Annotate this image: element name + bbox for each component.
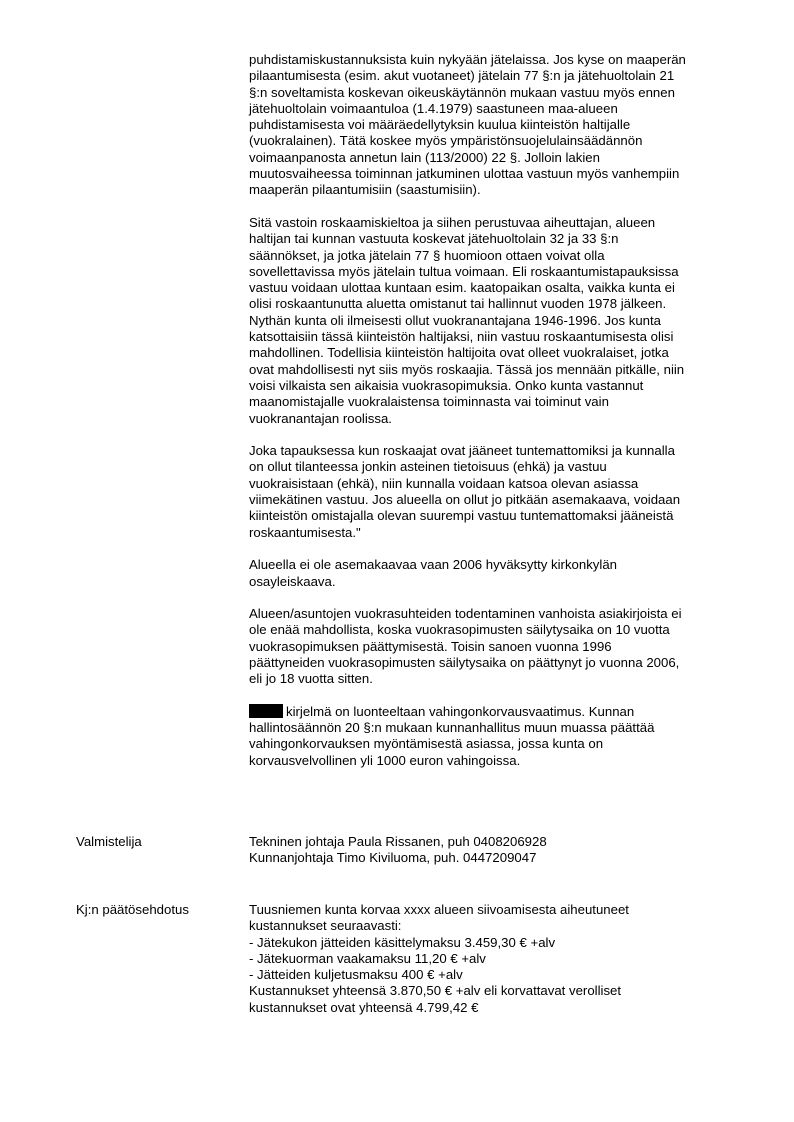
paragraph-littering-ban: Sitä vastoin roskaamiskieltoa ja siihen perustuvaa aiheuttajan, alueen haltijan tai kunnan vastuuta koskevat jätehuoltolain 32 ja 33 §:n säännökset, ja jotka jätelain 77 § huomioon ottaen voivat olla sovellettavissa myös jätelain tultua voimaan. Eli roskaantumistapauksissa vastuu voidaan ulottaa kuntaan esim. kaatopaikan osalta, vaikka kunta ei olisi roskaantunutta aluetta omistanut tai hallinnut vuoden 1978 jälkeen. Nythän kunta oli ilmeisesti ollut vuokranantajana 1946-1996. Jos kunta katsottaisiin tässä kiinteistön haltijaksi, niin vastuu roskaantumisesta olisi mahdollinen. Todellisia kiinteistön haltijoita ovat olleet vuokralaiset, jotka ovat mahdollisesti nyt siis myös roskaajia. Tässä jos mennään pitkälle, niin voisi vilkaista sen aikaisia vuokrasopimuksia. Onko kunta vastannut maanomistajalle vuokralaistensa toiminnasta vai toiminut vain vuokranantajan roolissa. [249, 214, 685, 426]
paragraph-liability-soil: puhdistamiskustannuksista kuin nykyään jätelaissa. Jos kyse on maaperän pilaantumisesta (esim. akut vuotaneet) jätelain 77 §:n ja jätehuoltolain 21 §:n soveltamista koskevan oikeuskäytännön mukaan vastuu myös ennen jätehuoltolain voimaantuloa (1.4.1979) saastuneen maa-alueen puhdistamisesta voi määräedellytyksin kuulua kiinteistön haltijalle (vuokralainen). Tätä koskee myös ympäristönsuojelulainsäädännön voimaanpanosta annetun lain (113/2000) 22 §. Jolloin lakien muutosvaiheessa toiminnan jatkuminen ulottaa vastuun myös vanhempiin maaperän pilaantumisiin (saastumisiin). [249, 52, 686, 198]
decision-proposal-text: Tuusniemen kunta korvaa xxxx alueen siivoamisesta aiheutuneet kustannukset seuraavasti: - Jätekukon jätteiden käsittelymaksu 3.459,30 € +alv - Jätekuorman vaakamaksu 11,20 € +alv - Jätteiden kuljetusmaksu 400 € +alv Kustannukset yhteensä 3.870,50 € +alv eli korvattavat verolliset kustannukset ovat yhteensä 4.799,42 € [249, 902, 629, 1015]
paragraph-unknown-litterers: Joka tapauksessa kun roskaajat ovat jääneet tuntemattomiksi ja kunnalla on ollut tilanteessa jonkin asteinen tietoisuus (ehkä) ja vastuu vuokraisistaan (ehkä), niin kunnalla voidaan katsoa olevan asiassa viimekätinen vastuu. Jos alueella on ollut jo pitkään asemakaava, voidaan kiinteistön omistajalla olevan suurempi vastuu tuntemattomaksi jääneistä roskaantumisesta." [249, 443, 681, 540]
paragraph-damage-claim [249, 704, 749, 769]
preparer-label: Valmistelija [76, 834, 142, 849]
decision-proposal-label: Kj:n päätösehdotus [76, 902, 189, 917]
redaction-block [249, 704, 283, 718]
decision-proposal-section [76, 902, 756, 1016]
paragraph-lease-records: Alueen/asuntojen vuokrasuhteiden todentaminen vanhoista asiakirjoista ei ole enää mahdollista, koska vuokrasopimusten säilytysaika on 10 vuotta vuokrasopimuksen päättymisestä. Toisin sanoen vuonna 1996 päättyneiden vuokrasopimusten säilytysaika on päättynyt jo vuonna 2006, eli jo 18 vuotta sitten. [249, 606, 682, 687]
body-text [249, 52, 749, 785]
preparer-section [76, 834, 756, 867]
paragraph-zoning: Alueella ei ole asemakaavaa vaan 2006 hyväksytty kirkonkylän osayleiskaava. [249, 557, 617, 589]
preparer-names: Tekninen johtaja Paula Rissanen, puh 0408206928 Kunnanjohtaja Timo Kiviluoma, puh. 0447209047 [249, 834, 547, 866]
damage-claim-text: kirjelmä on luonteeltaan vahingonkorvausvaatimus. Kunnan hallintosäännön 20 §:n mukaan kunnanhallitus muun muassa päättää vahingonkorvauksen myöntämisestä asiassa, jossa kunta on korvausvelvollinen yli 1000 euron vahingoissa. [249, 703, 655, 768]
